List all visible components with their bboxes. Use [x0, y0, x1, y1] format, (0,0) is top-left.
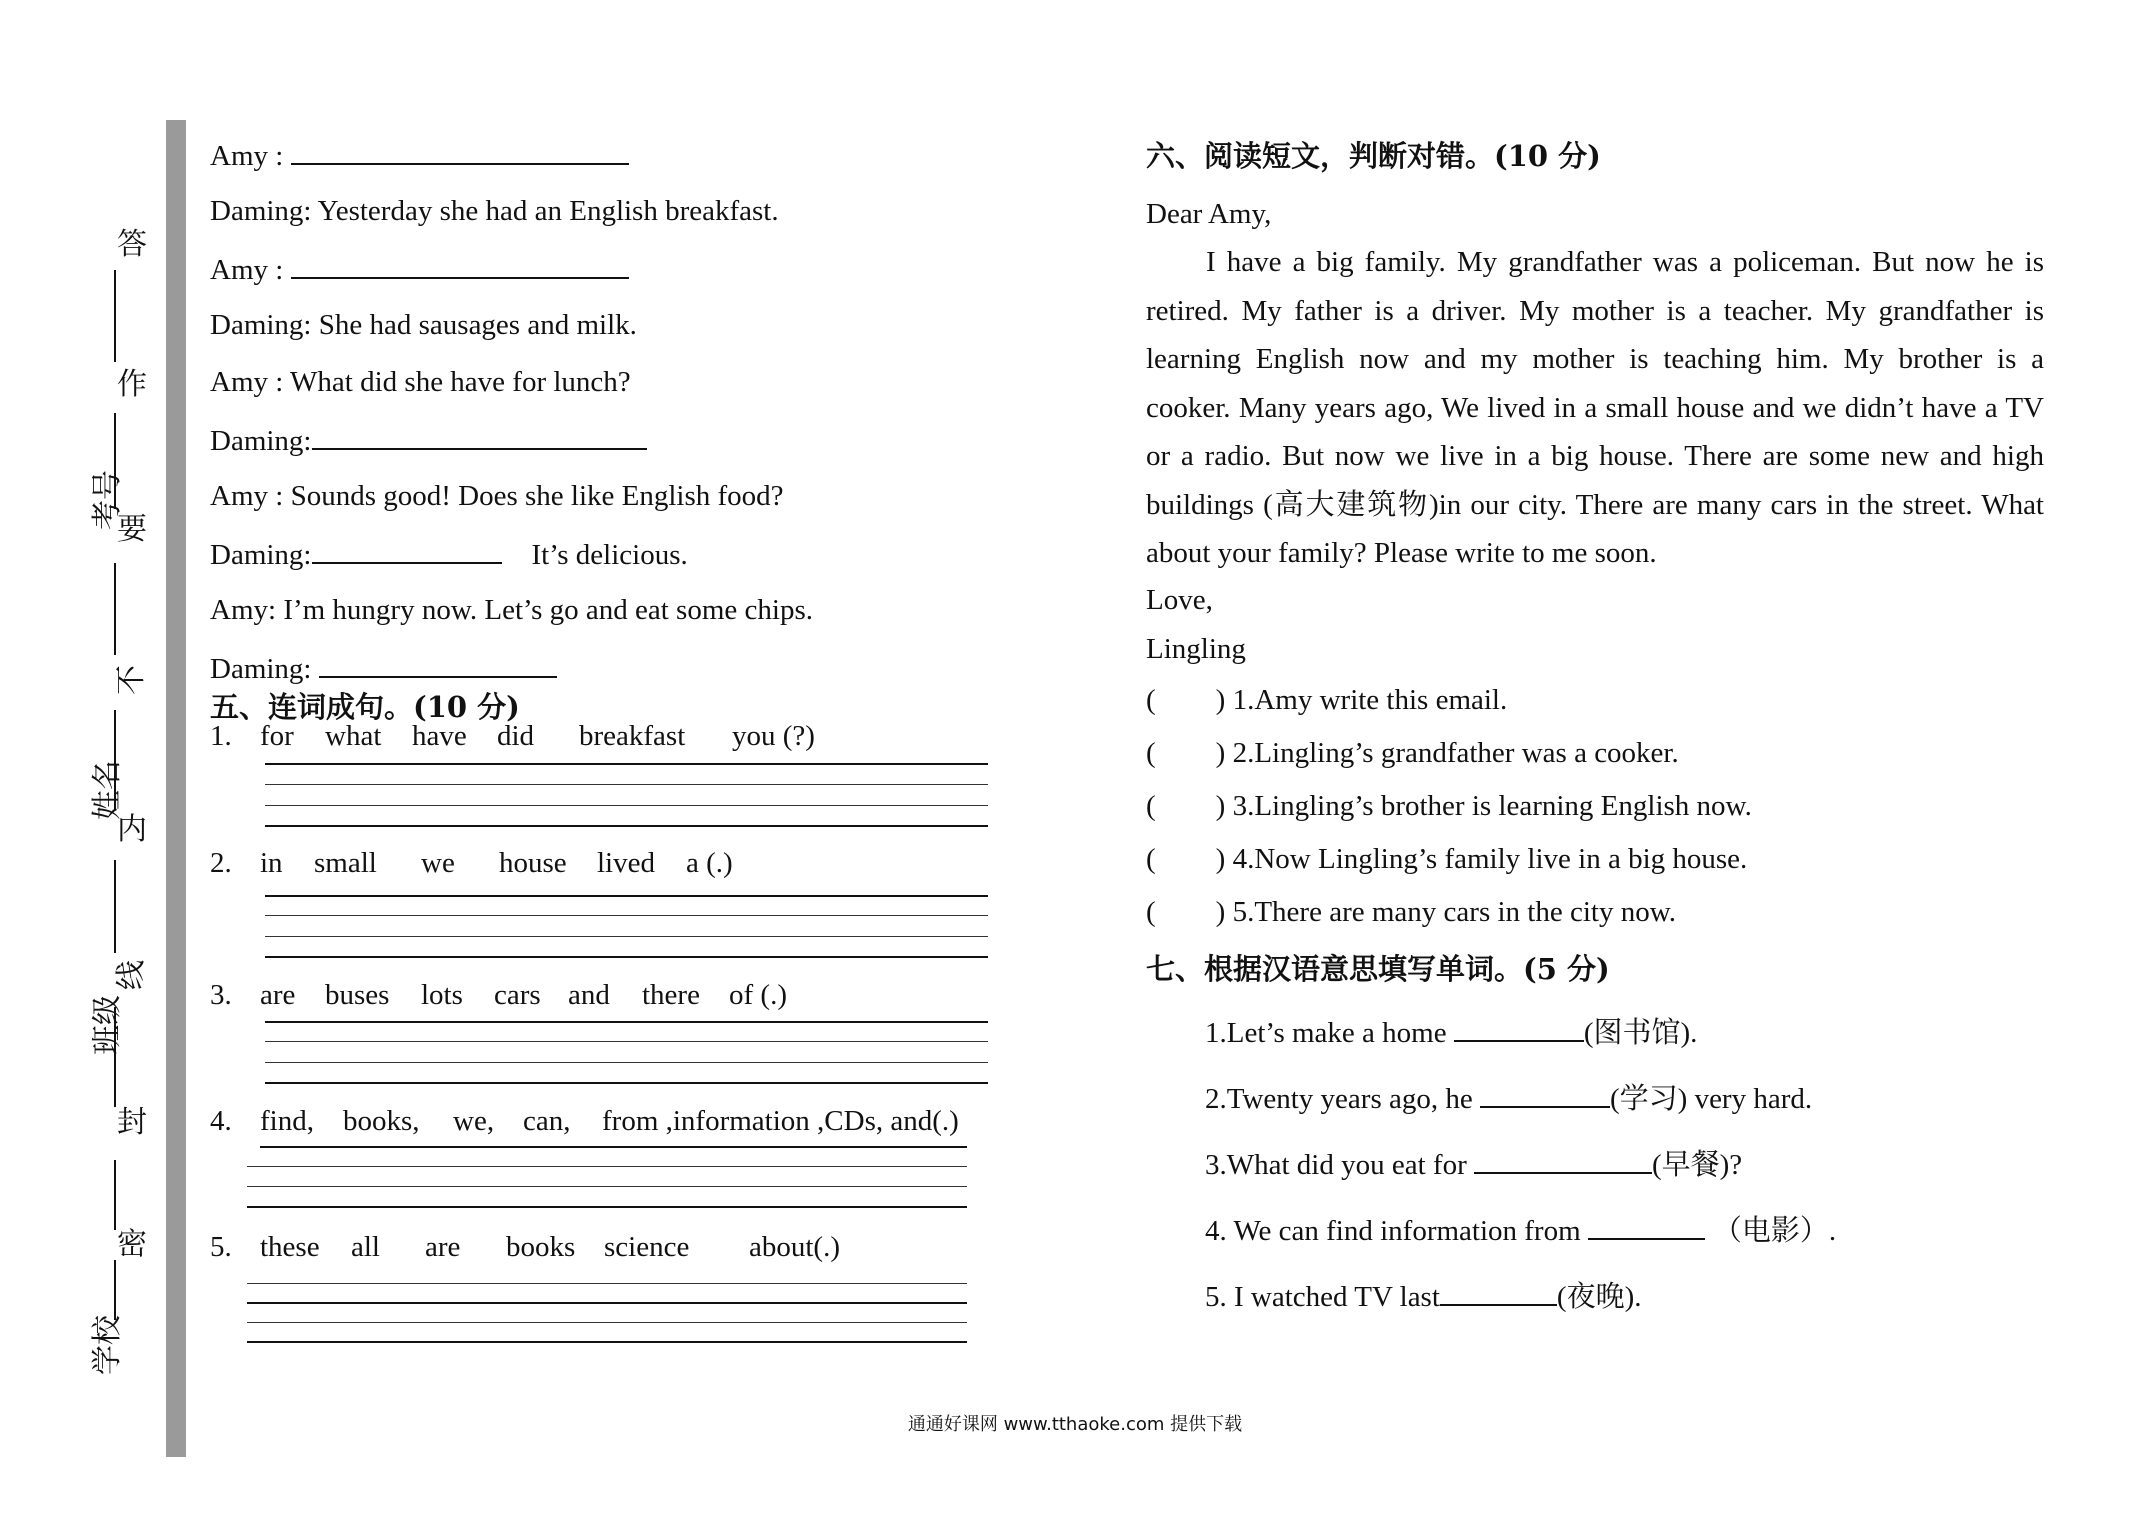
line-text: It’s delicious. [531, 539, 688, 571]
word: science [604, 1231, 690, 1263]
seal-char: 内 [117, 812, 147, 847]
seal-rule [114, 270, 116, 362]
seal-rule [114, 1160, 116, 1230]
fill-text: 1.Let’s make a home [1205, 1017, 1454, 1049]
dialogue-line [210, 308, 637, 343]
fill-text: 2.Twenty years ago, he [1205, 1083, 1480, 1115]
speaker: Amy : [210, 140, 291, 172]
writing-line[interactable] [247, 1322, 967, 1323]
speaker: Amy : [210, 366, 291, 398]
seal-rule [114, 563, 116, 655]
seal-rule [114, 1260, 116, 1320]
letter-body: I have a big family. My grandfather was a policeman. But now he is retired. My father is a driver. My mother is a teacher. My grandfather is learning English now and my mother is teaching him. My brother is a cooker. Many years ago, We lived in a small house and we didn’t have a TV or a radio. But now we live in a big house. There are some new and high buildings (高大建筑物)in our city. There are many cars in the street. What about your family? Please write to me soon. [1146, 246, 2044, 569]
answer-bracket[interactable]: ( [1146, 896, 1156, 928]
word: you (?) [732, 720, 815, 752]
answer-bracket: ) [1215, 684, 1226, 716]
footer-credit: 通通好课网 www.tthaoke.com 提供下载 [907, 1414, 1243, 1435]
word: find, [260, 1105, 314, 1137]
item-number: 5. [210, 1231, 232, 1263]
question-text: 1.Amy write this email. [1232, 684, 1508, 716]
school-label: 学校 [90, 1315, 125, 1375]
word: books, [343, 1105, 420, 1137]
line-text: Yesterday she had an English breakfast. [317, 195, 779, 227]
dialogue-line [210, 593, 813, 628]
section6-title: 六、阅读短文，判断对错。(10 分) [1146, 139, 1601, 173]
fill-item [1205, 1080, 1812, 1117]
writing-line[interactable] [247, 1166, 967, 1167]
fill-text: 4. We can find information from [1205, 1215, 1588, 1247]
section5-title: 五、连词成句。(10 分) [210, 690, 520, 724]
word: we [421, 847, 455, 879]
answer-bracket[interactable]: ( [1146, 790, 1156, 822]
answer-blank[interactable] [312, 536, 502, 564]
fill-item [1205, 1212, 1836, 1249]
exam-number-label: 考号 [90, 470, 125, 530]
true-false-item [1146, 842, 1747, 877]
item-number: 2. [210, 847, 232, 879]
section7-title: 七、根据汉语意思填写单词。(5 分) [1146, 952, 1610, 986]
word: and [568, 979, 610, 1011]
word: what [325, 720, 382, 752]
writing-line[interactable] [265, 1082, 988, 1084]
line-text: Sounds good! Does she like English food? [290, 480, 784, 512]
writing-line[interactable] [247, 1186, 967, 1187]
writing-line[interactable] [265, 1021, 988, 1023]
question-text: 5.There are many cars in the city now. [1232, 896, 1677, 928]
answer-blank[interactable] [312, 422, 647, 450]
binding-bar [166, 120, 186, 1457]
dialogue-line [210, 422, 647, 459]
line-text: I’m hungry now. Let’s go and eat some chips. [283, 594, 813, 626]
word: house [499, 847, 567, 879]
word: these [260, 1231, 320, 1263]
word: all [351, 1231, 380, 1263]
dialogue-line [210, 137, 629, 174]
true-false-item [1146, 683, 1507, 718]
word-item [210, 1104, 232, 1139]
fill-hint: (图书馆). [1583, 1017, 1698, 1049]
line-text: She had sausages and milk. [318, 309, 637, 341]
word: are [425, 1231, 461, 1263]
speaker: Daming: [210, 195, 318, 227]
dialogue-line [210, 650, 557, 687]
word: for [260, 720, 294, 752]
word: have [412, 720, 467, 752]
fill-item [1205, 1278, 1641, 1315]
answer-blank[interactable] [1440, 1278, 1557, 1306]
fill-item [1205, 1146, 1742, 1183]
question-text: 2.Lingling’s grandfather was a cooker. [1232, 737, 1679, 769]
speaker: Daming: [210, 539, 312, 571]
seal-char: 密 [117, 1227, 147, 1262]
word: did [497, 720, 535, 752]
answer-bracket: ) [1215, 790, 1226, 822]
dialogue-line [210, 194, 779, 229]
item-number: 1. [210, 720, 232, 752]
answer-blank[interactable] [1474, 1146, 1652, 1174]
student-name-label: 姓名 [90, 760, 125, 820]
word: buses [325, 979, 390, 1011]
word: cars [494, 979, 541, 1011]
answer-blank[interactable] [1588, 1212, 1705, 1240]
dialogue-line [210, 251, 629, 288]
seal-char: 不 [114, 665, 149, 695]
writing-line[interactable] [260, 1146, 967, 1148]
writing-line[interactable] [247, 1302, 967, 1304]
letter-closing: Love, [1146, 584, 1213, 616]
word: a (.) [686, 847, 733, 879]
writing-line[interactable] [247, 1206, 967, 1208]
word: about(.) [749, 1231, 840, 1263]
seal-char: 线 [114, 960, 149, 990]
writing-line[interactable] [247, 1341, 967, 1343]
writing-line[interactable] [265, 915, 988, 916]
seal-char: 作 [117, 367, 147, 402]
question-text: 4.Now Lingling’s family live in a big house. [1232, 843, 1748, 875]
word: can, [523, 1105, 571, 1137]
line-text: What did she have for lunch? [290, 366, 631, 398]
answer-blank[interactable] [291, 137, 629, 165]
word: breakfast [579, 720, 686, 752]
fill-hint: （电影）. [1712, 1215, 1837, 1247]
fill-text: 5. I watched TV last [1205, 1281, 1440, 1313]
writing-line[interactable] [265, 763, 988, 765]
letter-signature: Lingling [1146, 633, 1246, 665]
fill-item [1205, 1014, 1697, 1051]
answer-bracket: ) [1215, 737, 1226, 769]
word: there [642, 979, 700, 1011]
dialogue-line [210, 479, 784, 514]
item-number: 3. [210, 979, 232, 1011]
writing-line[interactable] [265, 825, 988, 827]
word: are [260, 979, 296, 1011]
dialogue-line [210, 365, 631, 400]
speaker: Daming: [210, 309, 319, 341]
seal-char: 封 [117, 1105, 147, 1140]
word: books [506, 1231, 576, 1263]
answer-bracket[interactable]: ( [1146, 737, 1156, 769]
seal-char: 答 [117, 227, 147, 262]
answer-blank[interactable] [1480, 1080, 1610, 1108]
writing-line[interactable] [265, 784, 988, 785]
answer-blank[interactable] [1454, 1014, 1584, 1042]
fill-hint: (早餐)? [1651, 1149, 1743, 1181]
true-false-item [1146, 736, 1679, 771]
word: small [314, 847, 377, 879]
letter-greeting: Dear Amy, [1146, 198, 1272, 230]
answer-blank[interactable] [291, 251, 629, 279]
speaker: Daming: [210, 425, 312, 457]
word: in [260, 847, 283, 879]
answer-blank[interactable] [319, 650, 557, 678]
writing-line[interactable] [265, 956, 988, 958]
writing-line[interactable] [247, 1283, 967, 1284]
speaker: Amy: [210, 594, 284, 626]
fill-hint: (夜晚). [1556, 1281, 1642, 1313]
writing-line[interactable] [265, 1062, 988, 1063]
writing-line[interactable] [265, 805, 988, 806]
dialogue-line [210, 536, 688, 573]
fill-text: 3.What did you eat for [1205, 1149, 1474, 1181]
seal-rule [114, 860, 116, 953]
writing-line[interactable] [265, 936, 988, 937]
word-item [210, 846, 232, 881]
word-item [210, 978, 232, 1013]
word: lived [597, 847, 655, 879]
true-false-item [1146, 895, 1676, 930]
answer-bracket: ) [1215, 843, 1226, 875]
speaker: Daming: [210, 653, 319, 685]
seal-char: 要 [117, 512, 147, 547]
writing-line[interactable] [265, 1041, 988, 1042]
answer-bracket[interactable]: ( [1146, 684, 1156, 716]
word: lots [421, 979, 463, 1011]
word-item [210, 719, 232, 754]
word: of (.) [729, 979, 787, 1011]
speaker: Amy : [210, 480, 291, 512]
speaker: Amy : [210, 254, 291, 286]
word-item [210, 1230, 232, 1265]
answer-bracket[interactable]: ( [1146, 843, 1156, 875]
answer-bracket: ) [1215, 896, 1226, 928]
word: from ,information ,CDs, and(.) [602, 1105, 959, 1137]
true-false-item [1146, 789, 1752, 824]
word: we, [453, 1105, 495, 1137]
writing-line[interactable] [265, 895, 988, 897]
fill-hint: (学习) very hard. [1610, 1083, 1813, 1115]
class-label: 班级 [90, 995, 125, 1055]
question-text: 3.Lingling’s brother is learning English now. [1232, 790, 1752, 822]
item-number: 4. [210, 1105, 232, 1137]
